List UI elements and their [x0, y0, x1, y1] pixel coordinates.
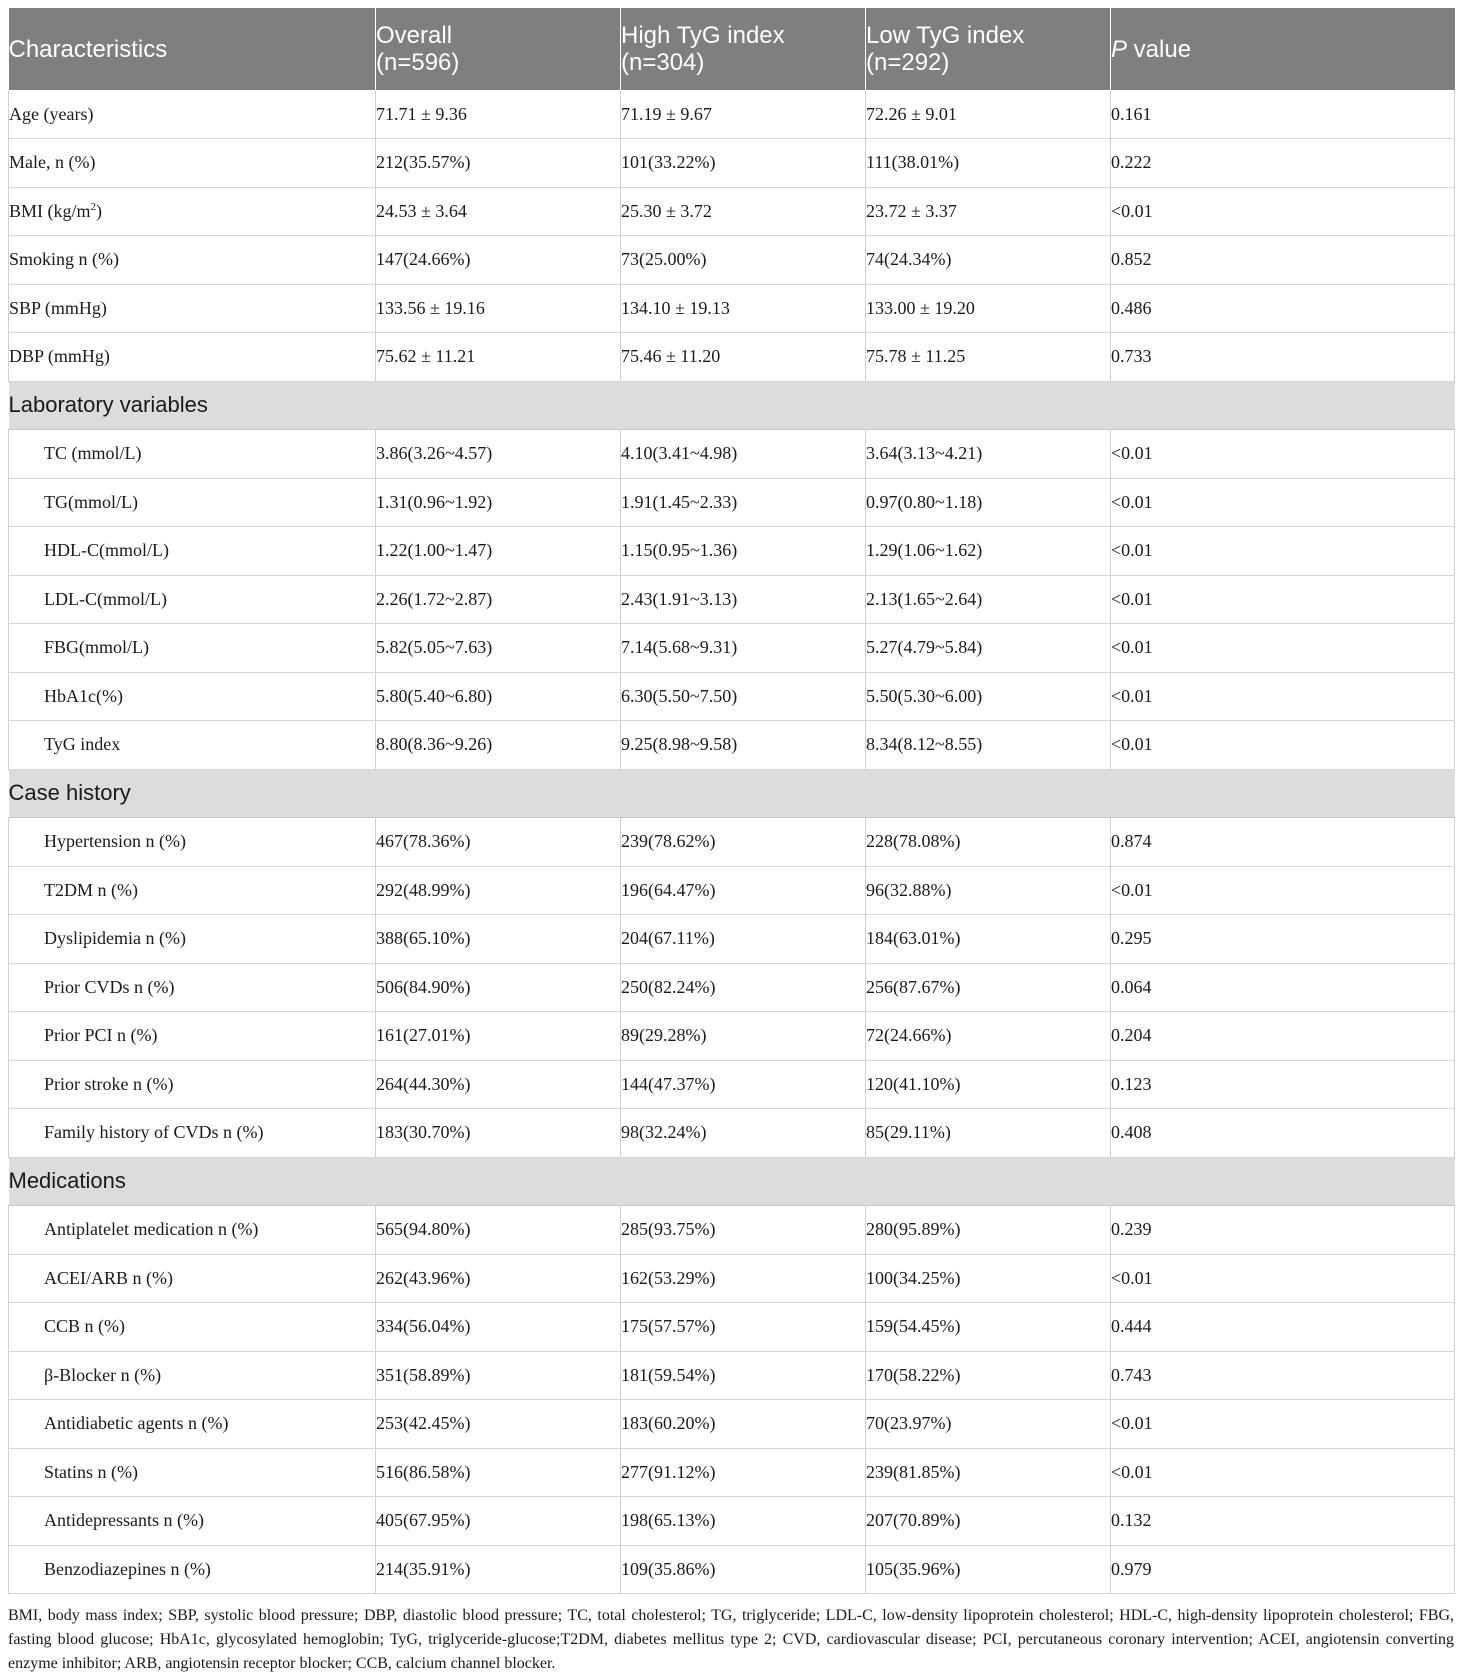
table-row: [9, 1206, 1455, 1255]
cell-high-tyg: 6.30(5.50~7.50): [621, 672, 866, 721]
cell-p-value: 0.239: [1111, 1206, 1455, 1255]
cell-low-tyg: 111(38.01%): [866, 139, 1111, 188]
row-label: Smoking n (%): [9, 236, 376, 285]
cell-p-value: 0.123: [1111, 1060, 1455, 1109]
header-p-value: P value: [1111, 35, 1192, 63]
table-row: [9, 1254, 1455, 1303]
cell-overall: 388(65.10%): [376, 915, 621, 964]
table-header-row: [9, 8, 1455, 90]
table-row: [9, 624, 1455, 673]
cell-high-tyg: 9.25(8.98~9.58): [621, 721, 866, 770]
cell-low-tyg: 23.72 ± 3.37: [866, 187, 1111, 236]
cell-p-value: <0.01: [1111, 624, 1455, 673]
row-label: Age (years): [9, 90, 376, 139]
cell-p-value: <0.01: [1111, 478, 1455, 527]
cell-low-tyg: 159(54.45%): [866, 1303, 1111, 1352]
section-header-row: [9, 381, 1455, 430]
table-row: [9, 575, 1455, 624]
cell-high-tyg: 134.10 ± 19.13: [621, 284, 866, 333]
row-label: Antidiabetic agents n (%): [9, 1400, 376, 1449]
table-row: [9, 818, 1455, 867]
cell-overall: 5.82(5.05~7.63): [376, 624, 621, 673]
cell-overall: 2.26(1.72~2.87): [376, 575, 621, 624]
cell-overall: 5.80(5.40~6.80): [376, 672, 621, 721]
row-label: Hypertension n (%): [9, 818, 376, 867]
row-label: HbA1c(%): [9, 672, 376, 721]
cell-high-tyg: 4.10(3.41~4.98): [621, 430, 866, 479]
cell-low-tyg: 184(63.01%): [866, 915, 1111, 964]
cell-low-tyg: 5.27(4.79~5.84): [866, 624, 1111, 673]
table-row: [9, 1351, 1455, 1400]
cell-overall: 212(35.57%): [376, 139, 621, 188]
section-header-row: [9, 769, 1455, 818]
cell-overall: 24.53 ± 3.64: [376, 187, 621, 236]
cell-high-tyg: 2.43(1.91~3.13): [621, 575, 866, 624]
cell-high-tyg: 89(29.28%): [621, 1012, 866, 1061]
cell-overall: 1.22(1.00~1.47): [376, 527, 621, 576]
cell-low-tyg: 85(29.11%): [866, 1109, 1111, 1158]
row-label: SBP (mmHg): [9, 284, 376, 333]
cell-low-tyg: 0.97(0.80~1.18): [866, 478, 1111, 527]
row-label: Prior CVDs n (%): [9, 963, 376, 1012]
row-label: Male, n (%): [9, 139, 376, 188]
row-label: Antidepressants n (%): [9, 1497, 376, 1546]
table-row: [9, 284, 1455, 333]
cell-low-tyg: 70(23.97%): [866, 1400, 1111, 1449]
cell-low-tyg: 120(41.10%): [866, 1060, 1111, 1109]
table-row: [9, 139, 1455, 188]
cell-high-tyg: 75.46 ± 11.20: [621, 333, 866, 382]
table-row: [9, 1012, 1455, 1061]
cell-overall: 405(67.95%): [376, 1497, 621, 1546]
row-label: CCB n (%): [9, 1303, 376, 1352]
cell-overall: 71.71 ± 9.36: [376, 90, 621, 139]
row-label: Antiplatelet medication n (%): [9, 1206, 376, 1255]
table-row: [9, 236, 1455, 285]
row-label: HDL-C(mmol/L): [9, 527, 376, 576]
cell-overall: 75.62 ± 11.21: [376, 333, 621, 382]
table-row: [9, 333, 1455, 382]
table-row: [9, 478, 1455, 527]
cell-overall: 516(86.58%): [376, 1448, 621, 1497]
cell-p-value: 0.852: [1111, 236, 1455, 285]
cell-high-tyg: 101(33.22%): [621, 139, 866, 188]
table-row: [9, 866, 1455, 915]
cell-p-value: <0.01: [1111, 1400, 1455, 1449]
table-row: [9, 1448, 1455, 1497]
cell-high-tyg: 73(25.00%): [621, 236, 866, 285]
cell-p-value: 0.132: [1111, 1497, 1455, 1546]
cell-high-tyg: 239(78.62%): [621, 818, 866, 867]
cell-high-tyg: 1.91(1.45~2.33): [621, 478, 866, 527]
cell-overall: 506(84.90%): [376, 963, 621, 1012]
cell-high-tyg: 183(60.20%): [621, 1400, 866, 1449]
cell-overall: 147(24.66%): [376, 236, 621, 285]
cell-p-value: 0.161: [1111, 90, 1455, 139]
cell-overall: 264(44.30%): [376, 1060, 621, 1109]
row-label: Statins n (%): [9, 1448, 376, 1497]
cell-overall: 292(48.99%): [376, 866, 621, 915]
row-label: Prior PCI n (%): [9, 1012, 376, 1061]
cell-p-value: 0.733: [1111, 333, 1455, 382]
header-high-tyg: High TyG index (n=304): [621, 8, 866, 90]
cell-high-tyg: 198(65.13%): [621, 1497, 866, 1546]
cell-p-value: <0.01: [1111, 1448, 1455, 1497]
cell-high-tyg: 109(35.86%): [621, 1545, 866, 1594]
cell-overall: 351(58.89%): [376, 1351, 621, 1400]
section-title: Laboratory variables: [9, 381, 1455, 430]
cell-low-tyg: 280(95.89%): [866, 1206, 1111, 1255]
row-label: DBP (mmHg): [9, 333, 376, 382]
table-body: [9, 90, 1455, 1594]
cell-low-tyg: 100(34.25%): [866, 1254, 1111, 1303]
cell-high-tyg: 196(64.47%): [621, 866, 866, 915]
cell-p-value: 0.979: [1111, 1545, 1455, 1594]
row-label: FBG(mmol/L): [9, 624, 376, 673]
section-header-row: [9, 1157, 1455, 1206]
cell-high-tyg: 1.15(0.95~1.36): [621, 527, 866, 576]
cell-overall: 8.80(8.36~9.26): [376, 721, 621, 770]
cell-low-tyg: 105(35.96%): [866, 1545, 1111, 1594]
cell-p-value: 0.444: [1111, 1303, 1455, 1352]
cell-p-value: 0.874: [1111, 818, 1455, 867]
cell-overall: 161(27.01%): [376, 1012, 621, 1061]
cell-overall: 214(35.91%): [376, 1545, 621, 1594]
cell-p-value: <0.01: [1111, 575, 1455, 624]
cell-low-tyg: 133.00 ± 19.20: [866, 284, 1111, 333]
header-low-tyg: Low TyG index (n=292): [866, 8, 1111, 90]
characteristics-table: [8, 8, 1455, 1594]
cell-high-tyg: 162(53.29%): [621, 1254, 866, 1303]
cell-p-value: 0.486: [1111, 284, 1455, 333]
cell-low-tyg: 74(24.34%): [866, 236, 1111, 285]
row-label: TG(mmol/L): [9, 478, 376, 527]
cell-low-tyg: 256(87.67%): [866, 963, 1111, 1012]
cell-p-value: 0.222: [1111, 139, 1455, 188]
cell-p-value: <0.01: [1111, 187, 1455, 236]
cell-high-tyg: 175(57.57%): [621, 1303, 866, 1352]
row-label: TyG index: [9, 721, 376, 770]
cell-high-tyg: 204(67.11%): [621, 915, 866, 964]
header-overall: Overall (n=596): [376, 8, 621, 90]
cell-p-value: 0.408: [1111, 1109, 1455, 1158]
cell-low-tyg: 207(70.89%): [866, 1497, 1111, 1546]
table-row: [9, 1545, 1455, 1594]
cell-p-value: <0.01: [1111, 866, 1455, 915]
row-label: LDL-C(mmol/L): [9, 575, 376, 624]
cell-low-tyg: 239(81.85%): [866, 1448, 1111, 1497]
cell-low-tyg: 1.29(1.06~1.62): [866, 527, 1111, 576]
cell-high-tyg: 285(93.75%): [621, 1206, 866, 1255]
table-row: [9, 1060, 1455, 1109]
cell-overall: 467(78.36%): [376, 818, 621, 867]
table-row: [9, 1400, 1455, 1449]
cell-p-value: <0.01: [1111, 721, 1455, 770]
cell-high-tyg: 250(82.24%): [621, 963, 866, 1012]
cell-p-value: <0.01: [1111, 430, 1455, 479]
table-row: [9, 527, 1455, 576]
cell-p-value: 0.064: [1111, 963, 1455, 1012]
cell-overall: 334(56.04%): [376, 1303, 621, 1352]
cell-p-value: <0.01: [1111, 527, 1455, 576]
cell-low-tyg: 8.34(8.12~8.55): [866, 721, 1111, 770]
table-row: [9, 430, 1455, 479]
row-label: TC (mmol/L): [9, 430, 376, 479]
row-label: ACEI/ARB n (%): [9, 1254, 376, 1303]
row-label: T2DM n (%): [9, 866, 376, 915]
table-row: [9, 721, 1455, 770]
cell-overall: 1.31(0.96~1.92): [376, 478, 621, 527]
cell-low-tyg: 228(78.08%): [866, 818, 1111, 867]
table-row: [9, 1497, 1455, 1546]
row-label: BMI $(kg/m^2)$: [9, 187, 376, 236]
cell-low-tyg: 72.26 ± 9.01: [866, 90, 1111, 139]
cell-high-tyg: 277(91.12%): [621, 1448, 866, 1497]
cell-low-tyg: 3.64(3.13~4.21): [866, 430, 1111, 479]
cell-overall: 133.56 ± 19.16: [376, 284, 621, 333]
cell-high-tyg: 98(32.24%): [621, 1109, 866, 1158]
table-footnote: BMI, body mass index; SBP, systolic blood pressure; DBP, diastolic blood pressure; TC, total cholesterol; TG, triglyceride; LDL-C, low-density lipoprotein cholesterol; HDL-C, high-density lipoprotein cholesterol; FBG, fasting blood glucose; HbA1c, glycosylated hemoglobin; TyG, triglyceride-glucose;T2DM, diabetes mellitus type 2; CVD, cardiovascular disease; PCI, percutaneous coronary intervention; ACEI, angiotensin converting enzyme inhibitor; ARB, angiotensin receptor blocker; CCB, calcium channel blocker.: [8, 1607, 1454, 1672]
table-row: [9, 187, 1455, 236]
cell-low-tyg: 5.50(5.30~6.00): [866, 672, 1111, 721]
table-row: [9, 90, 1455, 139]
table-container: [8, 8, 1454, 1676]
table-row: [9, 672, 1455, 721]
cell-p-value: 0.204: [1111, 1012, 1455, 1061]
cell-overall: 262(43.96%): [376, 1254, 621, 1303]
section-title: Case history: [9, 769, 1455, 818]
cell-low-tyg: 75.78 ± 11.25: [866, 333, 1111, 382]
cell-high-tyg: 144(47.37%): [621, 1060, 866, 1109]
cell-low-tyg: 2.13(1.65~2.64): [866, 575, 1111, 624]
cell-low-tyg: 72(24.66%): [866, 1012, 1111, 1061]
cell-low-tyg: 170(58.22%): [866, 1351, 1111, 1400]
cell-high-tyg: 25.30 ± 3.72: [621, 187, 866, 236]
section-title: Medications: [9, 1157, 1455, 1206]
row-label: β-Blocker n (%): [9, 1351, 376, 1400]
row-label: Benzodiazepines n (%): [9, 1545, 376, 1594]
table-row: [9, 1303, 1455, 1352]
cell-high-tyg: 71.19 ± 9.67: [621, 90, 866, 139]
cell-overall: 183(30.70%): [376, 1109, 621, 1158]
cell-p-value: <0.01: [1111, 1254, 1455, 1303]
cell-high-tyg: 181(59.54%): [621, 1351, 866, 1400]
cell-overall: 565(94.80%): [376, 1206, 621, 1255]
table-row: [9, 915, 1455, 964]
header-characteristics: Characteristics: [9, 8, 376, 90]
table-row: [9, 963, 1455, 1012]
cell-overall: 253(42.45%): [376, 1400, 621, 1449]
cell-high-tyg: 7.14(5.68~9.31): [621, 624, 866, 673]
cell-p-value: 0.743: [1111, 1351, 1455, 1400]
cell-p-value: 0.295: [1111, 915, 1455, 964]
cell-p-value: <0.01: [1111, 672, 1455, 721]
row-label: Family history of CVDs n (%): [9, 1109, 376, 1158]
row-label: Prior stroke n (%): [9, 1060, 376, 1109]
table-row: [9, 1109, 1455, 1158]
row-label: Dyslipidemia n (%): [9, 915, 376, 964]
cell-overall: 3.86(3.26~4.57): [376, 430, 621, 479]
cell-low-tyg: 96(32.88%): [866, 866, 1111, 915]
